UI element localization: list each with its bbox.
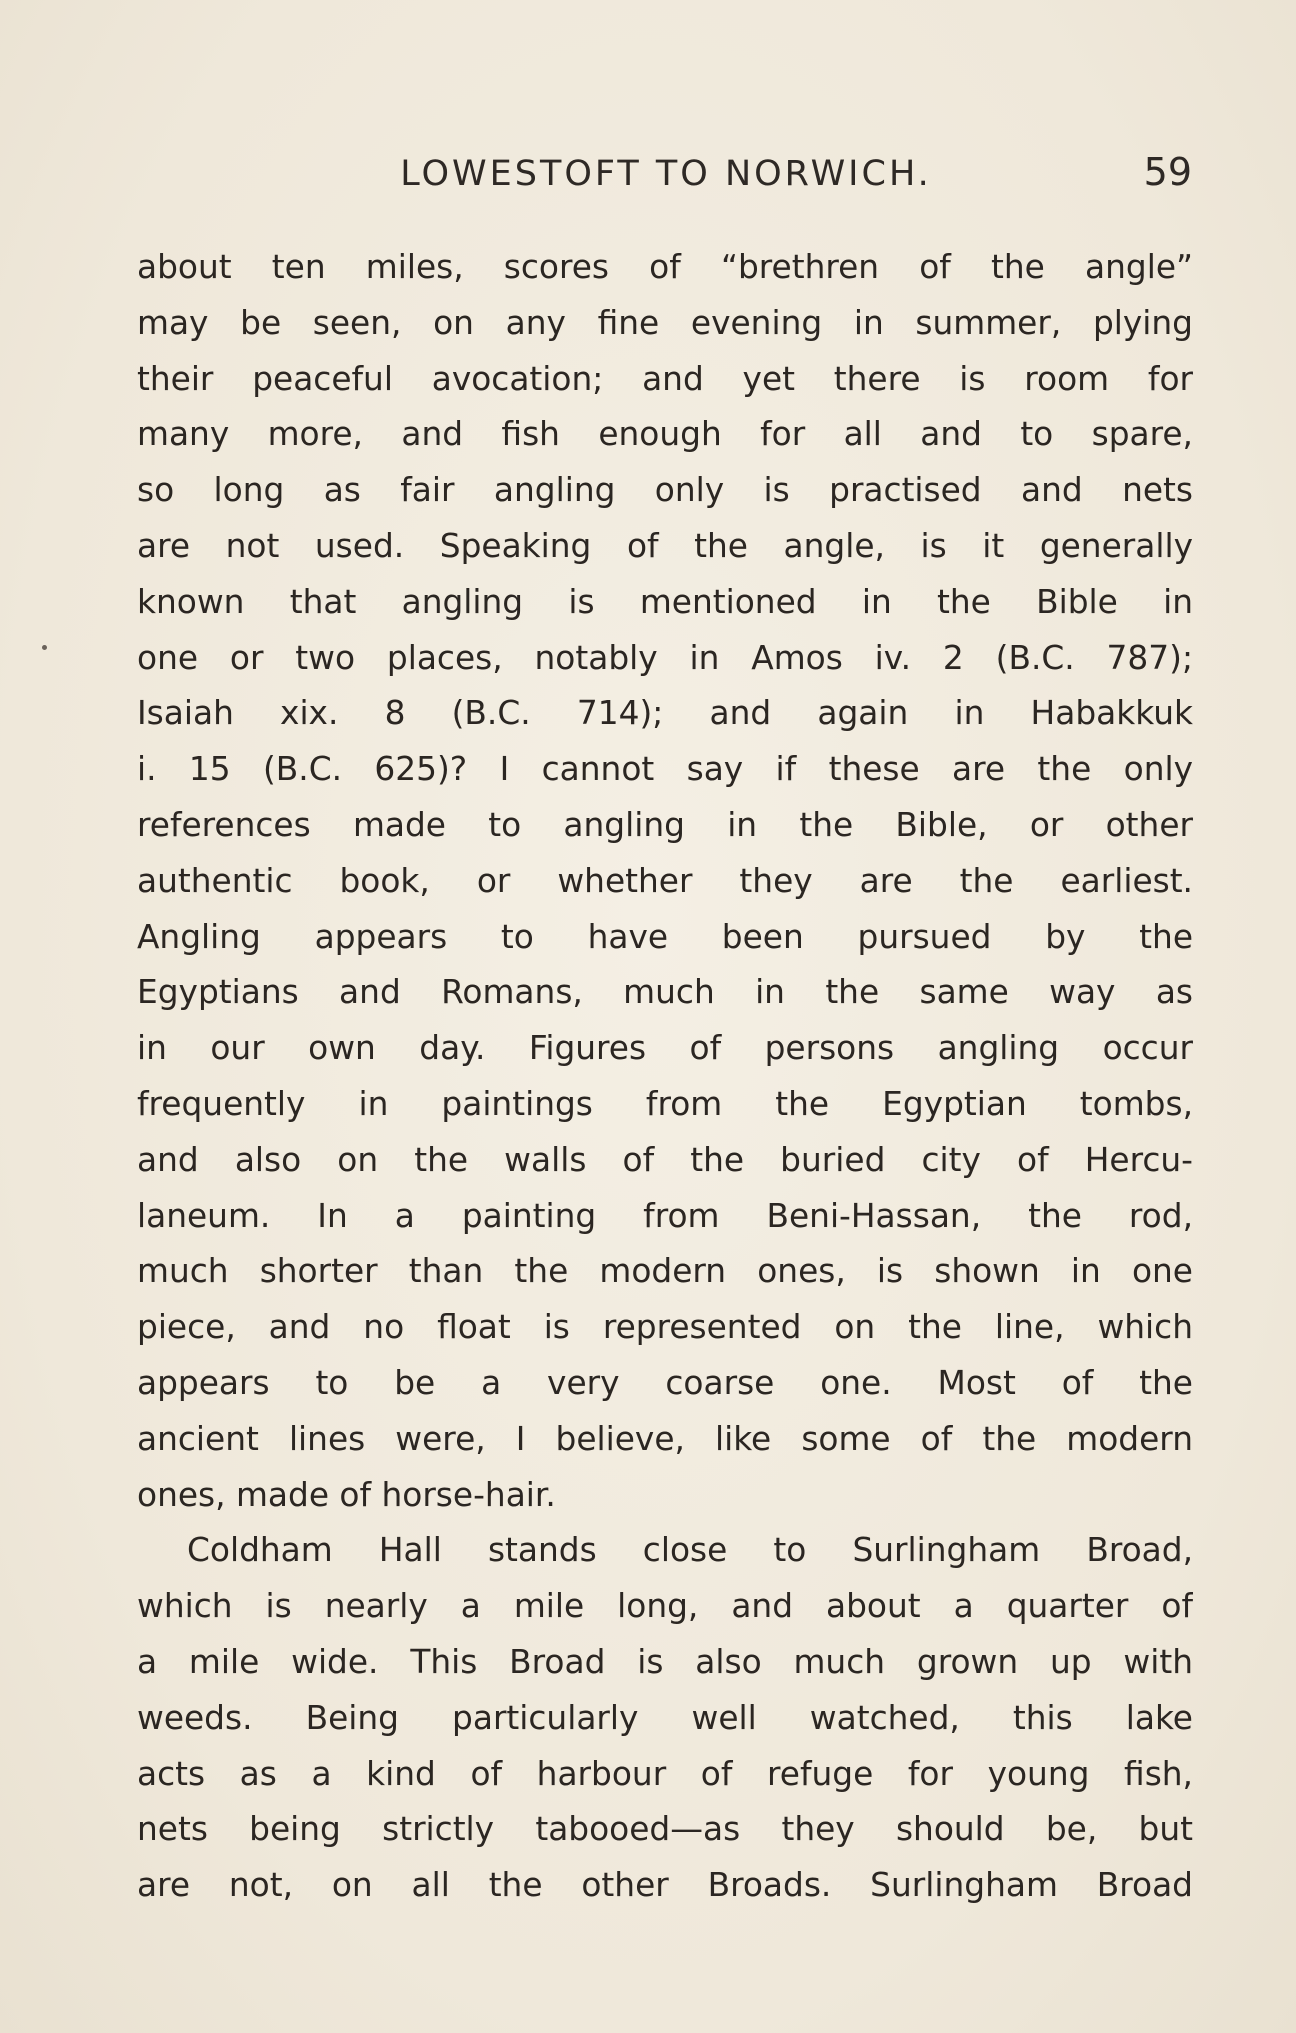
- text-line: laneum. In a painting from Beni-Hassan, the rod,: [137, 1196, 1193, 1235]
- text-line: so long as fair angling only is practised and nets: [137, 471, 1193, 510]
- margin-speck: [42, 645, 47, 650]
- text-line: many more, and fish enough for all and to spare,: [137, 415, 1193, 454]
- text-line: about ten miles, scores of “brethren of the angle”: [137, 248, 1193, 286]
- text-line: acts as a kind of harbour of refuge for young fish,: [137, 1754, 1193, 1793]
- paragraph-end-line: ones, made of horse-hair.: [137, 1475, 556, 1514]
- text-line: much shorter than the modern ones, is shown in one: [137, 1252, 1193, 1291]
- paragraph-start-line: Coldham Hall stands close to Surlingham Broad,: [187, 1531, 1193, 1570]
- text-line: frequently in paintings from the Egyptian tombs,: [137, 1084, 1193, 1123]
- text-line: and also on the walls of the buried city of Hercu-: [137, 1140, 1193, 1179]
- text-line: weeds. Being particularly well watched, this lake: [137, 1698, 1193, 1737]
- text-line: references made to angling in the Bible, or other: [137, 805, 1193, 844]
- text-line: are not used. Speaking of the angle, is it generally: [137, 526, 1193, 565]
- text-line: their peaceful avocation; and yet there is room for: [137, 359, 1193, 398]
- text-line: Angling appears to have been pursued by the: [137, 917, 1193, 956]
- running-title: LOWESTOFT TO NORWICH.: [400, 154, 932, 194]
- text-line: are not, on all the other Broads. Surlingham Broad: [137, 1866, 1193, 1905]
- text-line: Isaiah xix. 8 (B.C. 714); and again in Habakkuk: [137, 694, 1193, 733]
- text-line: appears to be a very coarse one. Most of the: [137, 1363, 1193, 1402]
- page-number: 59: [1143, 150, 1192, 194]
- text-line: Egyptians and Romans, much in the same way as: [137, 973, 1193, 1012]
- text-line: a mile wide. This Broad is also much grown up with: [137, 1642, 1193, 1681]
- text-line: authentic book, or whether they are the earliest.: [137, 861, 1193, 900]
- text-line: which is nearly a mile long, and about a quarter of: [137, 1587, 1193, 1626]
- text-line: one or two places, notably in Amos iv. 2 (B.C. 787);: [137, 638, 1193, 677]
- text-line: in our own day. Figures of persons angling occur: [137, 1029, 1193, 1068]
- body-text: [137, 240, 1193, 1914]
- text-line: known that angling is mentioned in the Bible in: [137, 582, 1193, 621]
- text-line: may be seen, on any fine evening in summer, plying: [137, 303, 1193, 342]
- page-header: [140, 150, 1192, 200]
- text-line: i. 15 (B.C. 625)? I cannot say if these are the only: [137, 750, 1193, 789]
- text-line: nets being strictly tabooed—as they should be, but: [137, 1810, 1193, 1849]
- text-line: piece, and no float is represented on the line, which: [137, 1308, 1193, 1347]
- text-line: ancient lines were, I believe, like some of the modern: [137, 1419, 1193, 1458]
